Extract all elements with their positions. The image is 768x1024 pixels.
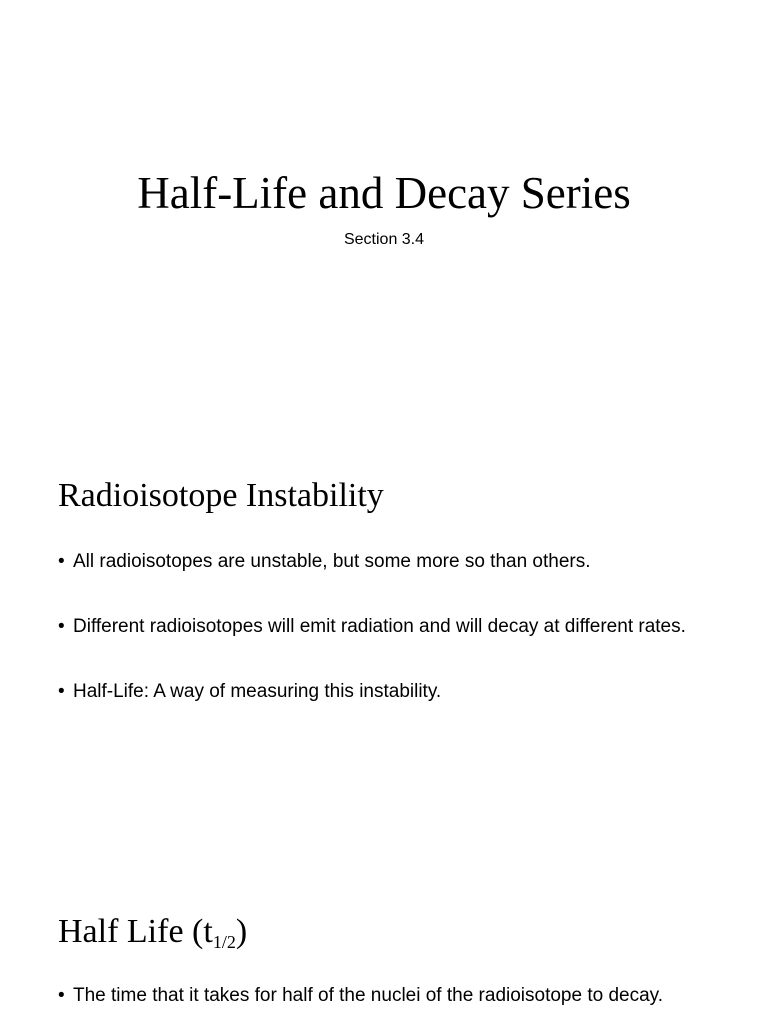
presentation-subtitle: Section 3.4 xyxy=(343,231,425,248)
bullet-icon: • xyxy=(58,985,65,1006)
slide-heading xyxy=(58,912,247,952)
bullet-text: The time that it takes for half of the nuclei of the radioisotope to decay. xyxy=(73,985,664,1006)
bullet-icon: • xyxy=(58,551,65,572)
heading-subscript: 1/2 xyxy=(212,932,236,952)
heading-main: Half Life (t xyxy=(58,913,213,950)
heading-end: ) xyxy=(235,913,248,950)
bullet-item xyxy=(58,550,718,574)
bullet-item xyxy=(58,615,718,639)
bullet-text: Half-Life: A way of measuring this instability. xyxy=(73,681,442,702)
presentation-title: Half-Life and Decay Series xyxy=(137,168,631,218)
bullet-text: All radioisotopes are unstable, but some more so than others. xyxy=(73,551,591,572)
bullet-icon: • xyxy=(58,681,65,702)
half-life-slide xyxy=(0,860,768,1024)
bullet-item xyxy=(58,984,718,1008)
title-slide xyxy=(0,0,768,430)
bullet-item xyxy=(58,680,718,704)
bullet-icon: • xyxy=(58,616,65,637)
slide-heading: Radioisotope Instability xyxy=(58,477,384,514)
bullet-list xyxy=(58,984,718,1008)
bullet-list xyxy=(58,550,718,745)
radioisotope-instability-slide xyxy=(0,430,768,860)
bullet-text: Different radioisotopes will emit radiation and will decay at different rates. xyxy=(73,616,686,637)
